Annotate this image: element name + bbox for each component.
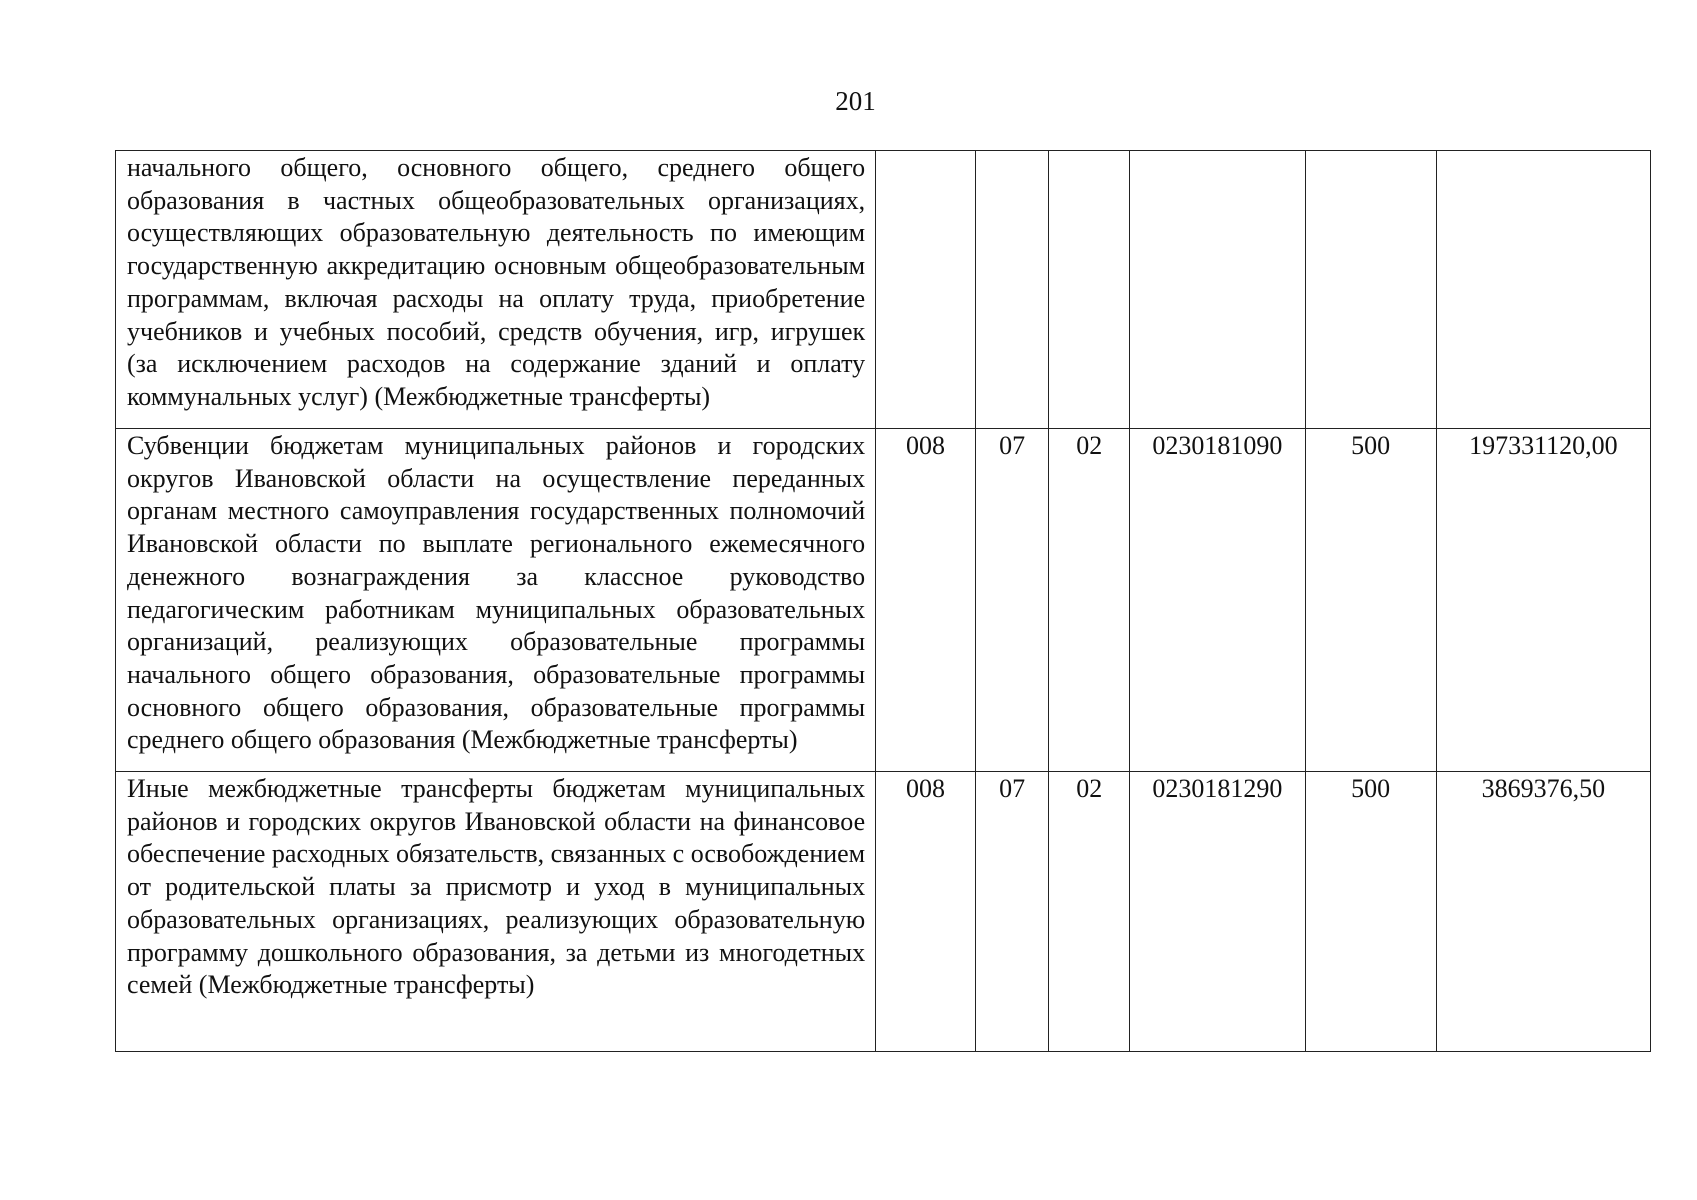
row-description: Иные межбюджетные трансферты бюджетам муниципальных районов и городских округов Ивановской области на финансовое обеспечение расходных обязательств, связанных с освобождением от родительской платы за присмотр и уход в муниципальных образовательных организациях, реализующих образовательную программу дошкольного образования, за детьми из многодетных семей (Межбюджетные трансферты) bbox=[116, 772, 876, 1052]
table-row bbox=[116, 429, 1651, 772]
table-row bbox=[116, 772, 1651, 1052]
subsection-cell bbox=[1049, 151, 1130, 429]
ministry-code-cell bbox=[876, 151, 976, 429]
section-cell: 07 bbox=[975, 772, 1048, 1052]
row-description: начального общего, основного общего, среднего общего образования в частных общеобразовательных организациях, осуществляющих образовательную деятельность по имеющим государственную аккредитацию основным общеобразовательным программам, включая расходы на оплату труда, приобретение учебников и учебных пособий, средств обучения, игр, игрушек (за исключением расходов на содержание зданий и оплату коммунальных услуг) (Межбюджетные трансферты) bbox=[116, 151, 876, 429]
target-article-cell: 0230181090 bbox=[1130, 429, 1305, 772]
table-row bbox=[116, 151, 1651, 429]
expense-type-cell: 500 bbox=[1305, 772, 1436, 1052]
amount-cell bbox=[1436, 151, 1650, 429]
ministry-code-cell: 008 bbox=[876, 772, 976, 1052]
ministry-code-cell: 008 bbox=[876, 429, 976, 772]
amount-cell: 197331120,00 bbox=[1436, 429, 1650, 772]
section-cell: 07 bbox=[975, 429, 1048, 772]
budget-table bbox=[115, 150, 1651, 1052]
row-description: Субвенции бюджетам муниципальных районов и городских округов Ивановской области на осуществление переданных органам местного самоуправления государственных полномочий Ивановской области по выплате регионального ежемесячного денежного вознаграждения за классное руководство педагогическим работникам муниципальных образовательных организаций, реализующих образовательные программы начального общего образования, образовательные программы основного общего образования, образовательные программы среднего общего образования (Межбюджетные трансферты) bbox=[116, 429, 876, 772]
expense-type-cell: 500 bbox=[1305, 429, 1436, 772]
expense-type-cell bbox=[1305, 151, 1436, 429]
section-cell bbox=[975, 151, 1048, 429]
page-number: 201 bbox=[835, 86, 876, 116]
target-article-cell: 0230181290 bbox=[1130, 772, 1305, 1052]
amount-cell: 3869376,50 bbox=[1436, 772, 1650, 1052]
subsection-cell: 02 bbox=[1049, 429, 1130, 772]
target-article-cell bbox=[1130, 151, 1305, 429]
subsection-cell: 02 bbox=[1049, 772, 1130, 1052]
